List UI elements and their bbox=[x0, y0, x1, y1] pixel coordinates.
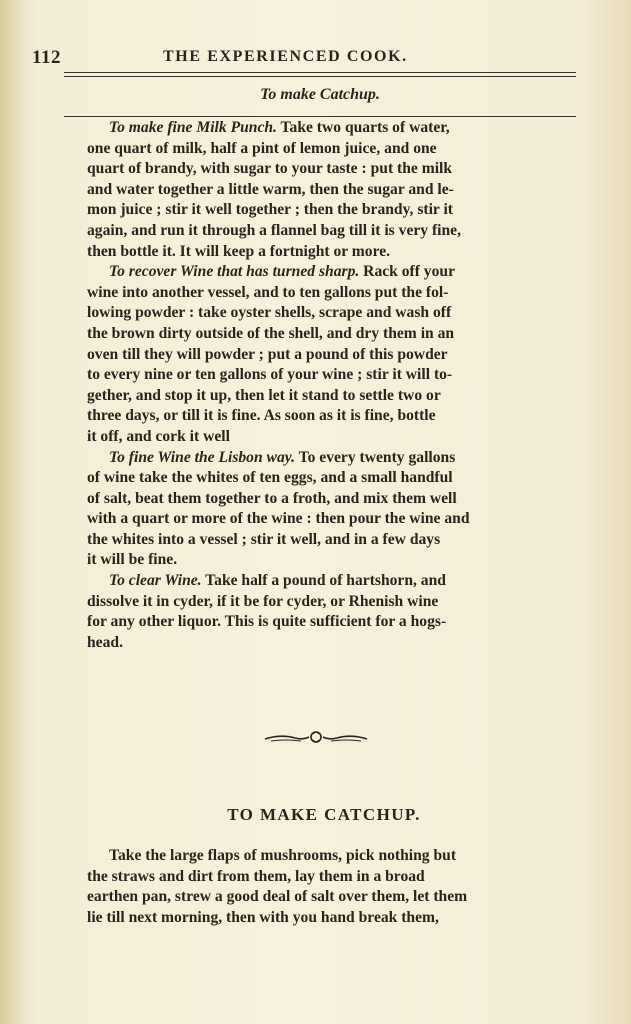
text-line: then bottle it. It will keep a fortnight or more. bbox=[87, 242, 391, 260]
text-line: To clear Wine. Take half a pound of hartshorn, and bbox=[109, 572, 446, 590]
text-line: lowing powder : take oyster shells, scrape and wash off bbox=[87, 304, 452, 322]
catchup-paragraph bbox=[65, 846, 585, 928]
header-rule bbox=[64, 72, 576, 73]
recipe-paragraph bbox=[65, 448, 585, 572]
text-line: it off, and cork it well bbox=[87, 427, 230, 445]
catchup-text bbox=[65, 846, 585, 928]
page-number: 112 bbox=[32, 47, 61, 68]
text-line: wine into another vessel, and to ten gallons put the fol- bbox=[87, 283, 449, 301]
header-rule-thin bbox=[64, 76, 576, 77]
running-head bbox=[32, 47, 592, 71]
section-title: To make Catchup. bbox=[260, 86, 380, 103]
text-line: to every nine or ten gallons of your wine ; stir it will to- bbox=[87, 366, 453, 384]
text-line: head. bbox=[87, 633, 123, 651]
recipe-paragraph bbox=[65, 118, 585, 262]
text-line: with a quart or more of the wine : then pour the wine and bbox=[87, 510, 470, 528]
ornament-divider-icon bbox=[0, 728, 631, 751]
recipe-title: To make fine Milk Punch. bbox=[109, 119, 277, 136]
recipe-title: To recover Wine that has turned sharp. bbox=[109, 263, 360, 281]
text-line: mon juice ; stir it well together ; then the brandy, stir it bbox=[87, 201, 453, 219]
text-line: and water together a little warm, then the sugar and le- bbox=[87, 180, 454, 198]
catchup-heading: TO MAKE CATCHUP. bbox=[227, 805, 421, 824]
text-line: the whites into a vessel ; stir it well, and in a few days bbox=[87, 530, 441, 548]
text-line: quart of brandy, with sugar to your taste : put the milk bbox=[87, 160, 453, 178]
text-line: one quart of milk, half a pint of lemon juice, and one bbox=[87, 139, 437, 157]
recipe-title: To clear Wine. bbox=[109, 572, 202, 590]
text-line: Take the large flaps of mushrooms, pick nothing but bbox=[109, 847, 457, 864]
text-line: three days, or till it is fine. As soon as it is fine, bottle bbox=[87, 407, 436, 425]
text-line: of wine take the whites of ten eggs, and a small handful bbox=[87, 469, 453, 487]
recipe-paragraph bbox=[65, 571, 585, 653]
text-line: dissolve it in cyder, if it be for cyder, or Rhenish wine bbox=[87, 592, 439, 610]
text-line: To recover Wine that has turned sharp. Rack off your bbox=[109, 263, 455, 281]
section-rule bbox=[64, 116, 576, 117]
book-title: THE EXPERIENCED COOK. bbox=[163, 48, 408, 65]
page-gutter-shadow bbox=[0, 0, 28, 1024]
text-line: earthen pan, strew a good deal of salt over them, let them bbox=[87, 888, 468, 906]
recipes-text bbox=[65, 118, 585, 653]
text-line: for any other liquor. This is quite sufficient for a hogs- bbox=[87, 613, 447, 631]
text-line: To fine Wine the Lisbon way. To every twenty gallons bbox=[109, 448, 456, 466]
text-line: it will be fine. bbox=[87, 551, 178, 569]
text-line: oven till they will powder ; put a pound of this powder bbox=[87, 345, 448, 363]
text-line: of salt, beat them together to a froth, and mix them well bbox=[87, 489, 457, 507]
recipe-paragraph bbox=[65, 262, 585, 447]
recipe-title: To fine Wine the Lisbon way. bbox=[109, 448, 295, 466]
text-line: gether, and stop it up, then let it stand to settle two or bbox=[87, 386, 441, 404]
text-line: the straws and dirt from them, lay them in a broad bbox=[87, 867, 425, 885]
text-line: the brown dirty outside of the shell, and dry them in an bbox=[87, 324, 455, 342]
text-line: To make fine Milk Punch. Take two quarts of water, bbox=[109, 119, 450, 136]
text-line: lie till next morning, then with you hand break them, bbox=[87, 908, 439, 926]
text-line: again, and run it through a flannel bag till it is very fine, bbox=[87, 221, 462, 239]
